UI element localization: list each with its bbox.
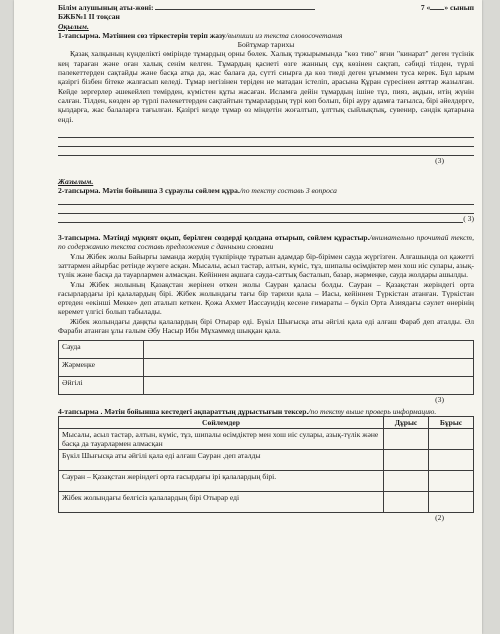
column-header-sentences: Сөйлемдер <box>59 416 384 428</box>
worksheet-page <box>14 0 482 634</box>
table-row <box>59 341 474 359</box>
table-row <box>59 428 474 449</box>
task3-paragraph: Ұлы Жібек жолының Қазақстан жерінен өткен жолы Сауран қаласы болды. Сауран – Қазақстан жеріндегі орта ғасырлардағы ірі қалалардың бірі. Жібек жолындағы тағы бір тарихи қала – Иасы, кейіннен Түркістан атанған. Түркістан ертеден «екінші Мекке» деп аталып кеткен. Қожа Ахмет Иассауидің кесене ғимараты – бүкіл Орта Азиядағы сәулет өнерінің керемет үлгісі болып табылады. <box>58 279 474 317</box>
false-check-cell[interactable] <box>429 491 474 512</box>
false-check-cell[interactable] <box>429 449 474 470</box>
worksheet-content <box>58 3 474 522</box>
task3-title: 3-тапсырма. Мәтінді мұқият оқып, берілген сөздерді қолдана отырып, сөйлем құрастыр. <box>58 233 370 243</box>
task3-table <box>58 340 474 395</box>
task3-answer-cell[interactable] <box>144 359 474 377</box>
section-writing: Жазылым. <box>58 177 94 187</box>
table-row <box>59 470 474 491</box>
student-name-blank[interactable] <box>155 9 315 10</box>
table-row <box>59 359 474 377</box>
column-header-false: Бұрыс <box>429 416 474 428</box>
task1-heading <box>58 31 474 40</box>
task3-answer-cell[interactable] <box>144 377 474 395</box>
task1-title: 1-тапсырма. Мәтіннен сөз тіркестерін теріп жазу <box>58 30 226 40</box>
section-reading: Оқылым. <box>58 21 89 31</box>
task2-heading <box>58 186 474 195</box>
task4-score: (2) <box>435 512 444 522</box>
column-header-true: Дұрыс <box>384 416 429 428</box>
exam-title: БЖБ№1 ІІ тоқсан <box>58 12 120 22</box>
task1-text: Қазақ халқының күнделікті өмірінде тұмардың орны бөлек. Халық тұжырымында "көз тию" яғни "кинарат" деген түсінік кең тараған және оған халық сенім келген. Тұмардың қасиеті өзге жанның сұқ көзінен сақтап, сәбиді тілден, түрлі пәлекеттерден сақтайды және басқа атқа да, жас балаға да, сүтті сиырға да көз тиеді деген ұғыммен туса керек. Бұл ырым қазіргі бізбен бітеке жалғасып келеді. Тұмар негізінен теріден не матадан істеліп, арасына Құран сүресінен аяттар жазылған. Кейде зергерлер әшекейлеп темірден, күмістен құты жасаған. Исламға дейін тұмардың ішіне тұз, пияз, ақдын, итің жүнін салған. Тілден, көзден әр түрлі пәлекеттерден сақтайтын тұмарлардың түрі көп болып, бірі ауру адамға тағылса, бірі әйелдерге, қыздарға, жас балаларға тағылған. Қазіргі кезде тұмар өз міндетін жоғалтып, ұлттық сыйлықтық, сувенир, сәндік қатарына енді. <box>58 49 474 124</box>
false-check-cell[interactable] <box>429 428 474 449</box>
grade-quote-close: » <box>444 3 449 12</box>
task3-answer-cell[interactable] <box>144 341 474 359</box>
true-check-cell[interactable] <box>384 491 429 512</box>
task3-paragraph: Жібек жолындағы даңқты қалалардың бірі Отырар еді. Бүкіл Шығысқа аты әйгілі қала еді алғаш Фараб деп аталды. Әл Фараби атанған ұлы ғалым Әбу Насыр Ибн Мұхаммед шыққан қала. <box>58 316 474 336</box>
statement-cell: Сауран – Қазақстан жеріндегі орта ғасырдағы ірі қалалардың бірі. <box>59 470 384 491</box>
task2-title: 2-тапсырма. Мәтін бойынша 3 сұраулы сөйлем құра. <box>58 186 240 196</box>
answer-line[interactable] <box>58 205 474 214</box>
table-row <box>59 377 474 395</box>
task3-word-cell: Жәрмеңке <box>59 359 144 377</box>
task2-score: ( 3) <box>463 213 474 223</box>
answer-line[interactable] <box>58 129 474 138</box>
task3-title-ru: /внимательно прочитай текст, по содержанию текста составь предложения с данными словами <box>58 233 475 252</box>
grade-label: сынып <box>450 3 474 12</box>
task4-title: 4-тапсырма . Мәтін бойынша кестедегі ақпараттың дұрыстығын тексер. <box>58 406 309 416</box>
false-check-cell[interactable] <box>429 470 474 491</box>
true-check-cell[interactable] <box>384 449 429 470</box>
answer-line[interactable] <box>58 138 474 147</box>
answer-line[interactable] <box>58 147 474 156</box>
student-header <box>58 3 474 12</box>
table-row <box>59 491 474 512</box>
task3-word-cell: Әйгілі <box>59 377 144 395</box>
task1-title-ru: /выпиши из текста словосочетания <box>225 30 343 40</box>
task1-score: (3) <box>435 155 444 165</box>
student-name-label: Білім алушының аты-жөні: <box>58 3 154 12</box>
statement-cell: Бүкіл Шығысқа аты әйгілі қала еді алғаш Сауран .деп аталды <box>59 449 384 470</box>
answer-line[interactable] <box>58 196 474 205</box>
grade-letter-blank[interactable] <box>430 9 444 10</box>
true-check-cell[interactable] <box>384 470 429 491</box>
true-check-cell[interactable] <box>384 428 429 449</box>
task4-heading <box>58 407 474 416</box>
task3-paragraph: Ұлы Жібек жолы Байырғы заманда жердің түкпірінде тұратын адамдар бір-бірімен сауда жүргізген. Алғашында ол қажетті заттармен айырбас ретінде жүзеге асқан. Мысалы, асыл тастар, алтын, күміс, тұз, шипалы өсімдіктер мен хош иіс сулары, азық-түлік және басқа да тауарлармен алмасқан. Кейіннен ақшага сауда-саттық басталып, базар, жәрмеңке, сауда жолдары ашылды. <box>58 251 474 280</box>
table-header-row <box>59 416 474 428</box>
grade-number: 7 <box>420 3 425 12</box>
statement-cell: Жібек жолындағы белгісіз қалалардың бірі Отырар еді <box>59 491 384 512</box>
table-row <box>59 449 474 470</box>
task2-title-ru: /по тексту составь 3 вопроса <box>239 186 337 196</box>
task4-table <box>58 416 474 513</box>
grade-quote-open: « <box>426 3 431 12</box>
task3-score: (3) <box>435 395 444 405</box>
task1-text-title: Бойтұмар тарихы <box>237 40 295 50</box>
task3-word-cell: Сауда <box>59 341 144 359</box>
task3-heading <box>58 233 474 252</box>
task4-title-ru: /по тексту выше проверь информацию. <box>308 406 437 416</box>
statement-cell: Мысалы, асыл тастар, алтын, күміс, тұз, шипалы өсімдіктер мен хош иіс сулары, азық-түлік және басқа да тауарлармен алмасқан <box>59 428 384 449</box>
answer-line[interactable] <box>58 214 463 223</box>
